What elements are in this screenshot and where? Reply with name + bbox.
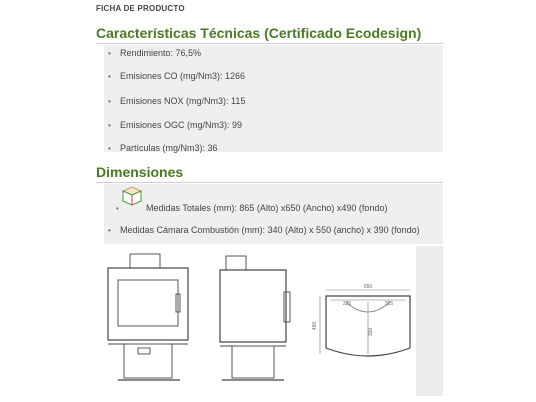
spec-item-rendimiento: • Rendimiento: 76,5% <box>108 48 202 58</box>
drawings-side-strip <box>416 246 443 396</box>
plan-right-label: 325 <box>384 301 394 307</box>
spec-item-co: • Emisiones CO (mg/Nm3): 1266 <box>108 71 246 81</box>
stove-side-view-drawing <box>214 252 296 384</box>
dimensions-item-totales: • Medidas Totales (mm): 865 (Alto) x650 (Ancho) x490 (fondo) <box>116 203 388 213</box>
spec-item-particulas: • Partículas (mg/Nm3): 36 <box>108 143 218 153</box>
stove-front-view-drawing <box>104 252 200 384</box>
dimensions-item-camara: • Medidas Cámara Combustión (mm): 340 (Alto) x 550 (ancho) x 390 (fondo) <box>108 225 420 235</box>
bullet-icon: • <box>116 204 119 213</box>
plan-width-label: 650 <box>363 284 373 290</box>
bullet-icon: • <box>108 49 111 58</box>
plan-left-label: 325 <box>342 301 352 307</box>
stove-plan-view-drawing <box>310 278 414 368</box>
bullet-icon: • <box>108 226 111 235</box>
spec-item-ogc: • Emisiones OGC (mg/Nm3): 99 <box>108 120 243 130</box>
bullet-icon: • <box>108 144 111 153</box>
document-header: FICHA DE PRODUCTO <box>96 4 185 13</box>
bullet-icon: • <box>108 97 111 106</box>
dimensions-band <box>104 184 443 244</box>
specs-section-title: Características Técnicas (Certificado Ecodesign) <box>96 25 422 41</box>
dimensions-title-divider <box>96 182 443 183</box>
plan-depth-label: 490 <box>312 321 318 331</box>
spec-item-nox: • Emisiones NOX (mg/Nm3): 115 <box>108 96 246 106</box>
plan-inner-label: 300 <box>368 327 374 337</box>
specs-title-divider <box>96 43 443 44</box>
bullet-icon: • <box>108 121 111 130</box>
dimensions-section-title: Dimensiones <box>96 164 184 180</box>
bullet-icon: • <box>108 72 111 81</box>
